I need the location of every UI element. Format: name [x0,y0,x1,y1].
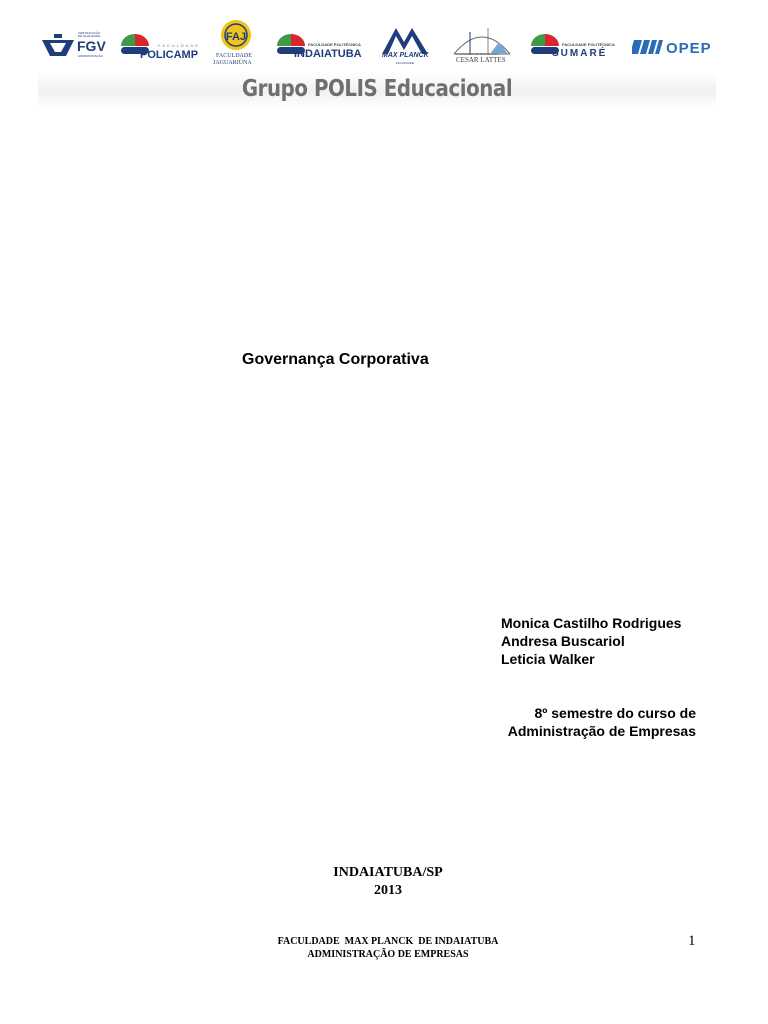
cesar-lattes-small-text: FACULDADE DE TECNOLOGIA [456,52,499,56]
cesar-lattes-logo [448,18,516,72]
fgv-name: FGV [77,38,106,54]
course-line: 8º semestre do curso de [534,705,696,721]
year: 2013 [374,883,402,898]
faj-sub-text-2: JAGUARIÚNA [213,60,252,66]
city: INDAIATUBA/SP [333,865,443,880]
footer-line: ADMINISTRAÇÃO DE EMPRESAS [307,949,469,960]
faj-sub-text-1: FACULDADE [216,53,252,59]
brand-band [38,72,716,108]
sumare-small-text: FACULDADE POLITÉCNICA [562,42,615,47]
indaiatuba-arc-icon [274,18,308,72]
footer-line: FACULDADE MAX PLANCK DE INDAIATUBA [277,936,499,947]
sumare-name: SUMARÉ [552,48,608,59]
policamp-logo [118,18,200,72]
opep-logo [632,18,712,72]
policamp-small-text: FACULDADE [158,43,201,48]
author-name: Leticia Walker [501,651,595,667]
document-title: Governança Corporativa [242,351,429,368]
indaiatuba-name: INDAIATUBA [294,48,362,60]
faj-monogram: FAJ [225,31,247,43]
fgv-small-text: CERTIFICAÇÃO DE QUALIDADE [78,31,101,38]
page-footer [0,935,768,961]
fgv-sub-text: ADMINISTRAÇÃO [78,54,104,58]
max-planck-logo [378,18,432,72]
faculdade-jaguariuna-logo [210,18,262,72]
policamp-name: POLICAMP [140,49,199,61]
indaiatuba-logo [274,18,368,72]
fgv-emblem-icon [40,18,76,72]
course-line: Administração de Empresas [507,723,696,739]
page-number: 1 [688,933,696,949]
authors [501,614,681,668]
cesar-lattes-name: CESAR LATTES [456,56,506,64]
logo-bar [38,18,716,73]
opep-name: OPEP [666,40,712,57]
author-name: Monica Castilho Rodrigues [501,615,682,631]
city-year [0,864,768,900]
author-name: Andresa Buscariol [501,633,625,649]
sumare-arc-icon [528,18,562,72]
max-planck-name: MAX PLANCK [382,52,429,59]
faj-badge-icon [210,18,262,54]
brand-title: Grupo POLIS Educacional [241,76,513,102]
fgv-logo [40,18,112,72]
max-planck-sub-text: FACULDADE [396,61,415,65]
sumare-logo [528,18,620,72]
policamp-arc-icon [118,18,152,72]
course-info [508,704,696,740]
indaiatuba-small-text: FACULDADE POLITÉCNICA [308,42,361,47]
opep-stripes-icon [632,18,664,72]
